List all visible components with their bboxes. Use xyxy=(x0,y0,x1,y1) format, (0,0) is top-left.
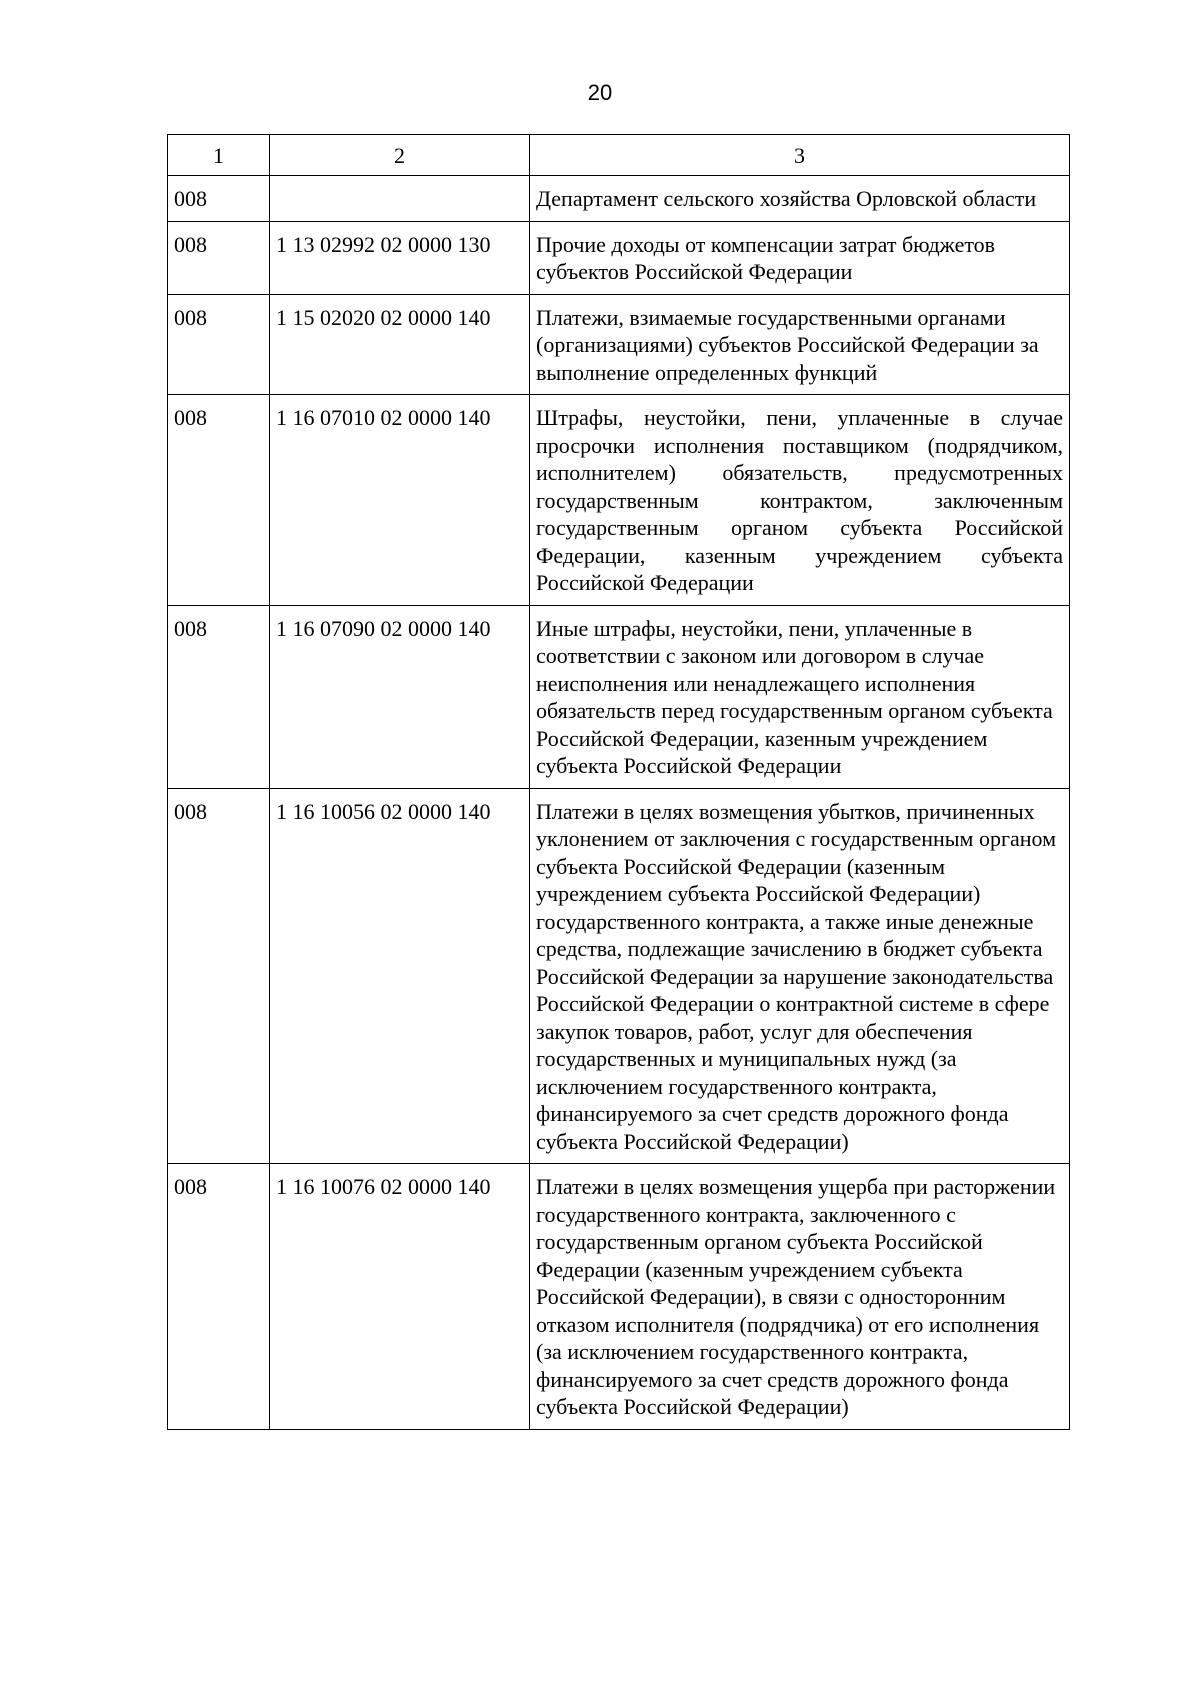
admin-code-cell: 008 xyxy=(168,1164,270,1430)
table-row xyxy=(168,176,1070,222)
income-name-cell: Платежи в целях возмещения ущерба при расторжении государственного контракта, заключенного с государственным органом субъекта Российской Федерации (казенным учреждением субъекта Российской Федерации), в связи с односторонним отказом исполнителя (подрядчика) от его исполнения (за исключением государственного контракта, финансируемого за счет средств дорожного фонда субъекта Российской Федерации) xyxy=(530,1164,1070,1430)
column-header-1: 1 xyxy=(168,135,270,176)
income-name-cell: Платежи, взимаемые государственными органами (организациями) субъектов Российской Федерации за выполнение определенных функций xyxy=(530,294,1070,395)
page-number: 20 xyxy=(587,80,613,105)
income-code-cell xyxy=(270,176,530,222)
income-name-cell: Платежи в целях возмещения убытков, причиненных уклонением от заключения с государственным органом субъекта Российской Федерации (казенным учреждением субъекта Российской Федерации) государственного контракта, а также иные денежные средства, подлежащие зачислению в бюджет субъекта Российской Федерации за нарушение законодательства Российской Федерации о контрактной системе в сфере закупок товаров, работ, услуг для обеспечения государственных и муниципальных нужд (за исключением государственного контракта, финансируемого за счет средств дорожного фонда субъекта Российской Федерации) xyxy=(530,788,1070,1164)
table-row xyxy=(168,221,1070,294)
income-name-cell: Департамент сельского хозяйства Орловской области xyxy=(530,176,1070,222)
column-header-2: 2 xyxy=(270,135,530,176)
income-code-cell: 1 15 02020 02 0000 140 xyxy=(270,294,530,395)
admin-code-cell: 008 xyxy=(168,221,270,294)
income-name-cell: Иные штрафы, неустойки, пени, уплаченные в соответствии с законом или договором в случае неисполнения или ненадлежащего исполнения обязательств перед государственным органом субъекта Российской Федерации, казенным учреждением субъекта Российской Федерации xyxy=(530,605,1070,788)
column-header-3: 3 xyxy=(530,135,1070,176)
admin-code-cell: 008 xyxy=(168,395,270,606)
table-header-row xyxy=(168,135,1070,176)
income-name-cell: Прочие доходы от компенсации затрат бюджетов субъектов Российской Федерации xyxy=(530,221,1070,294)
income-codes-table xyxy=(167,134,1070,1430)
table-row xyxy=(168,605,1070,788)
table-body xyxy=(168,135,1070,1430)
table-row xyxy=(168,1164,1070,1430)
income-name-cell: Штрафы, неустойки, пени, уплаченные в случае просрочки исполнения поставщиком (подрядчиком, исполнителем) обязательств, предусмотренных государственным контрактом, заключенным государственным органом субъекта Российской Федерации, казенным учреждением субъекта Российской Федерации xyxy=(530,395,1070,606)
admin-code-cell: 008 xyxy=(168,788,270,1164)
admin-code-cell: 008 xyxy=(168,176,270,222)
income-code-cell: 1 16 10076 02 0000 140 xyxy=(270,1164,530,1430)
table-row xyxy=(168,788,1070,1164)
income-code-cell: 1 13 02992 02 0000 130 xyxy=(270,221,530,294)
income-code-cell: 1 16 07010 02 0000 140 xyxy=(270,395,530,606)
table-row xyxy=(168,294,1070,395)
income-code-cell: 1 16 10056 02 0000 140 xyxy=(270,788,530,1164)
table-row xyxy=(168,395,1070,606)
admin-code-cell: 008 xyxy=(168,294,270,395)
admin-code-cell: 008 xyxy=(168,605,270,788)
income-code-cell: 1 16 07090 02 0000 140 xyxy=(270,605,530,788)
